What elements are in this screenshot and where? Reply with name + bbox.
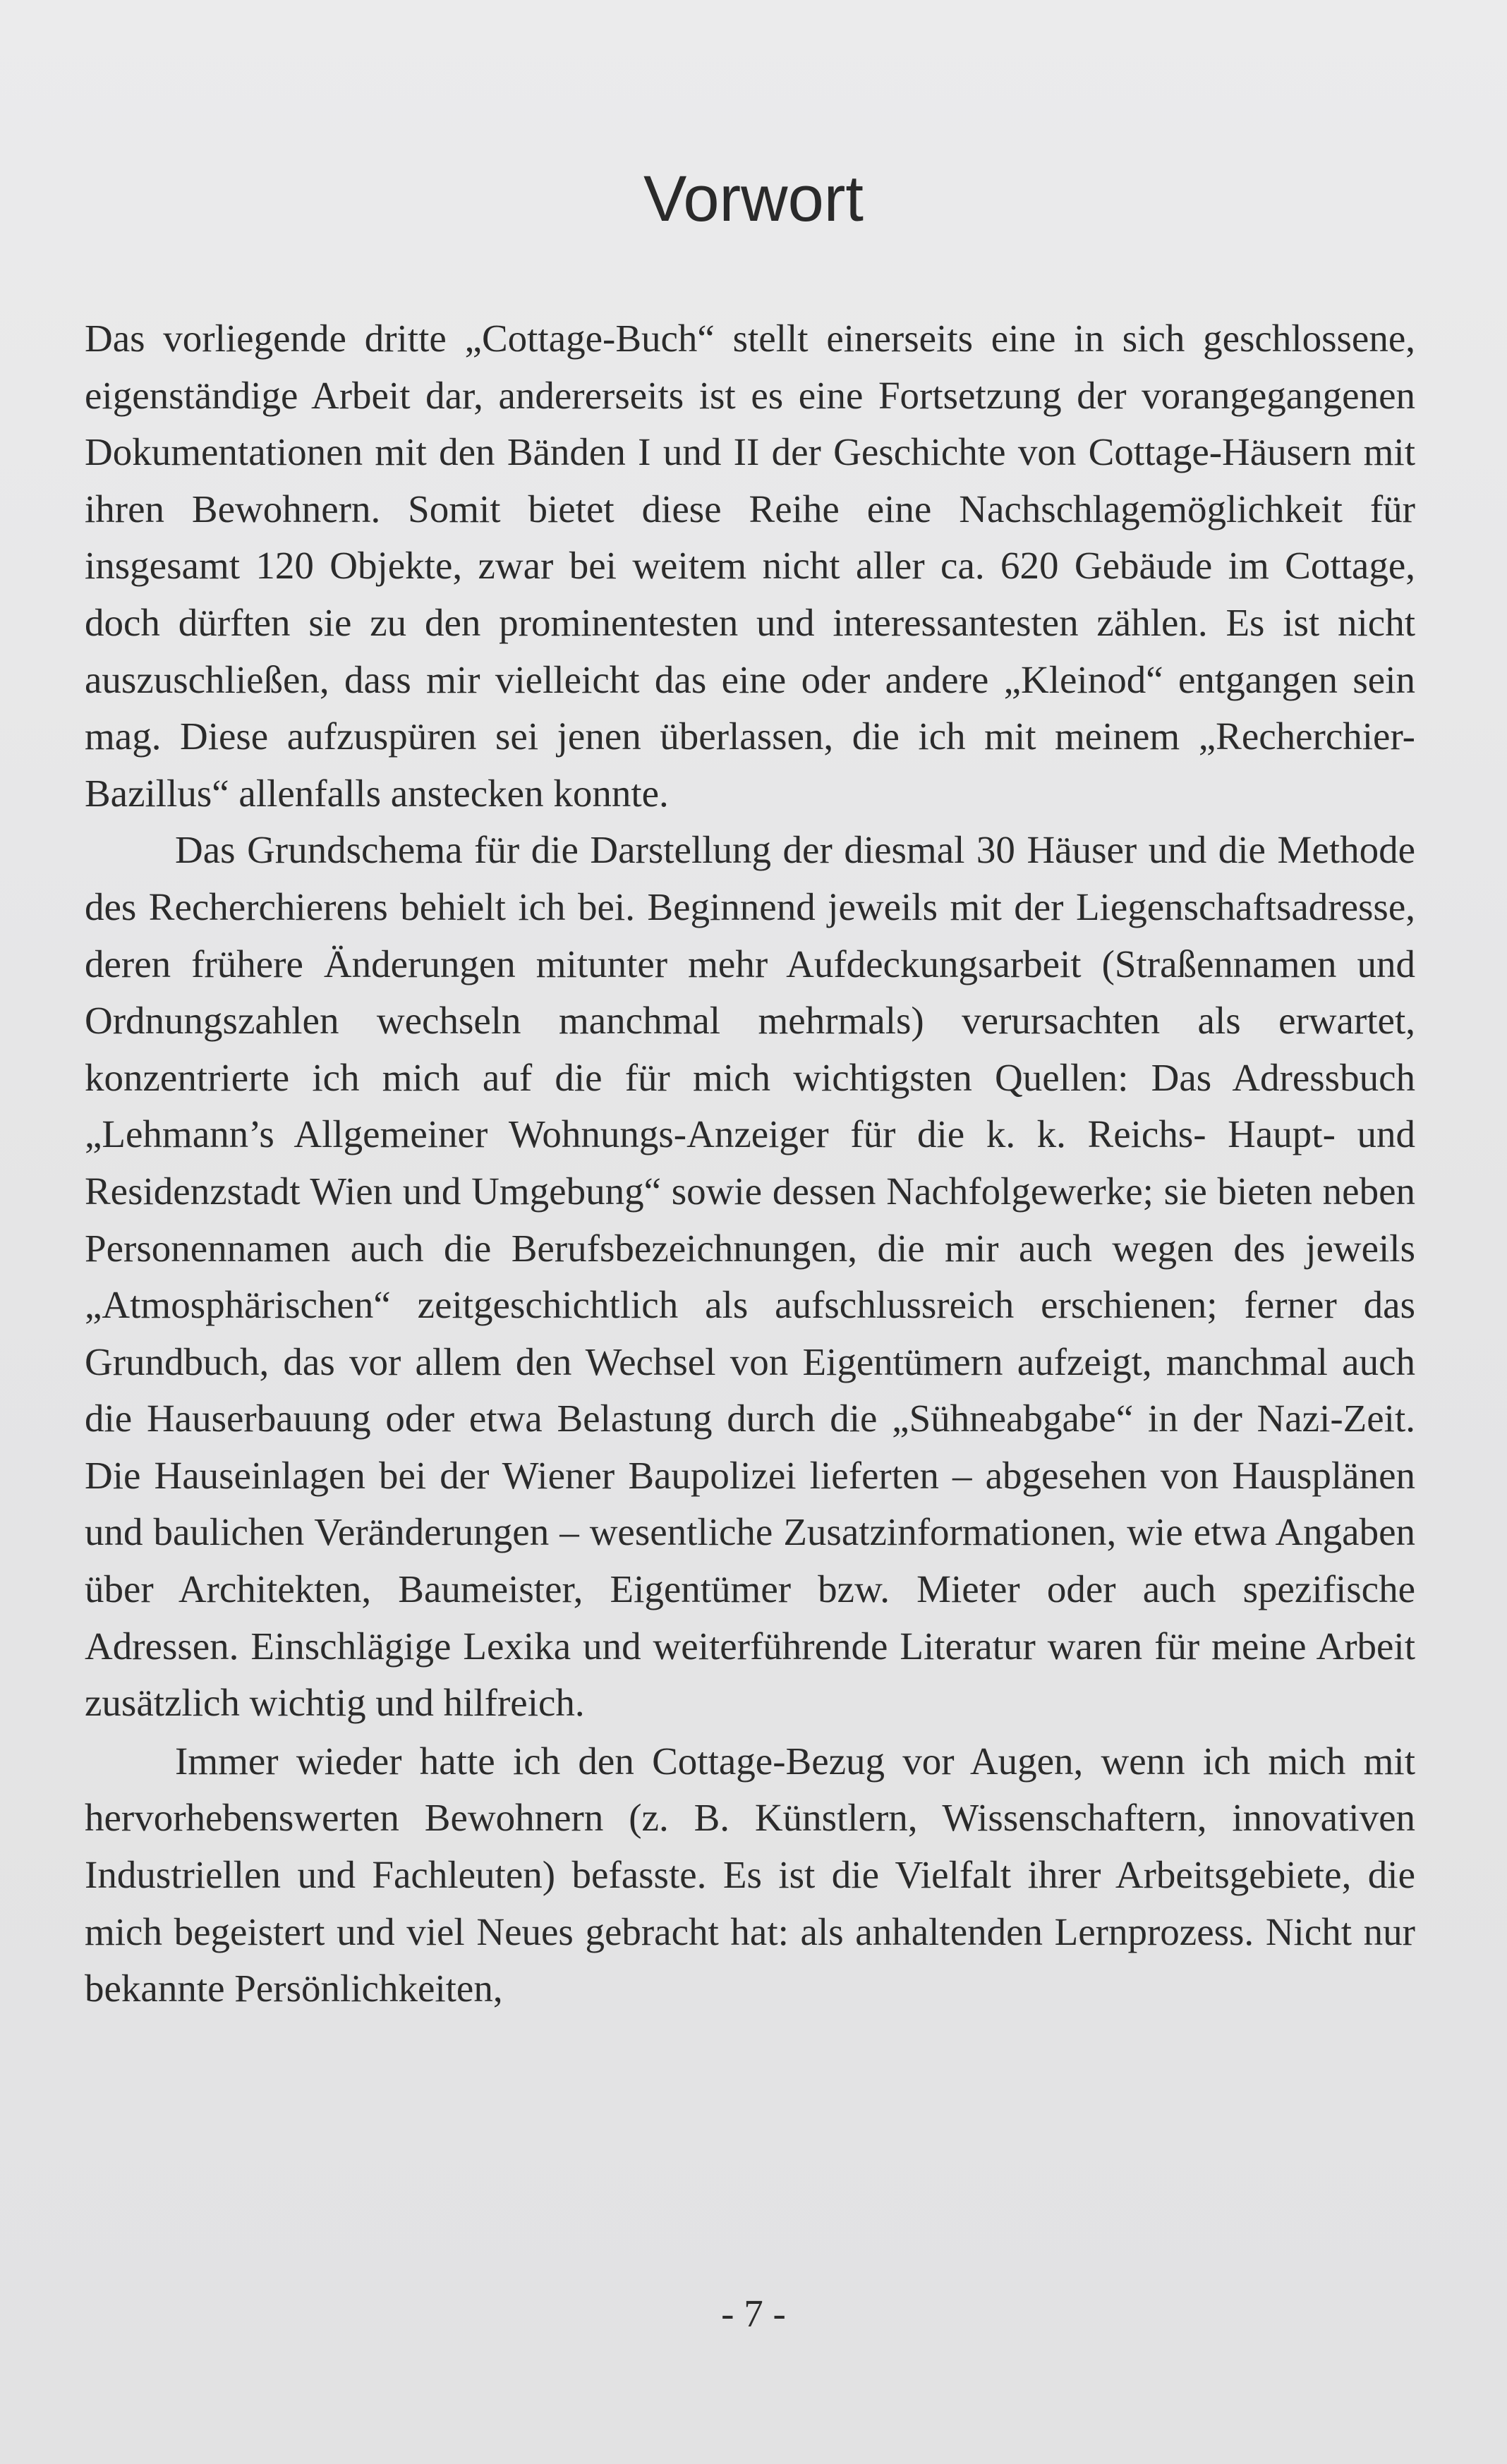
body-text — [85, 310, 1415, 2017]
paragraph-1: Das vorliegende dritte „Cottage-Buch“ stellt einerseits eine in sich geschlossene, eigenständige Arbeit dar, andererseits ist es eine Fortsetzung der vorangegangenen Dokumentationen mit den Bänden I und II der Geschichte von Cottage-Häusern mit ihren Bewohnern. Somit bietet diese Reihe eine Nachschlagemöglichkeit für insgesamt 120 Objekte, zwar bei weitem nicht aller ca. 620 Gebäude im Cottage, doch dürften sie zu den prominentesten und interessantesten zählen. Es ist nicht auszuschließen, dass mir vielleicht das eine oder andere „Kleinod“ entgangen sein mag. Diese aufzuspüren sei jenen überlassen, die ich mit meinem „Recherchier-Bazillus“ allenfalls anstecken konnte. — [85, 317, 1415, 815]
paragraph-2: Das Grundschema für die Darstellung der diesmal 30 Häuser und die Methode des Recherchierens behielt ich bei. Beginnend jeweils mit der Liegenschaftsadresse, deren frühere Änderungen mitunter mehr Aufdeckungsarbeit (Straßennamen und Ordnungszahlen wechseln manchmal mehrmals) verursachten als erwartet, konzentrierte ich mich auf die für mich wichtigsten Quellen: Das Adressbuch „Lehmann’s Allgemeiner Wohnungs-Anzeiger für die k. k. Reichs- Haupt- und Residenzstadt Wien und Umgebung“ sowie dessen Nachfolgewerke; sie bieten neben Personennamen auch die Berufsbezeichnungen, die mir auch wegen des jeweils „Atmosphärischen“ zeitgeschichtlich als aufschlussreich erschienen; ferner das Grundbuch, das vor allem den Wechsel von Eigentümern aufzeigt, manchmal auch die Hauserbauung oder etwa Belastung durch die „Sühneabgabe“ in der Nazi-Zeit. Die Hauseinlagen bei der Wiener Baupolizei lieferten – abgesehen von Hausplänen und baulichen Veränderungen – wesentliche Zusatzinformationen, wie etwa Angaben über Architekten, Baumeister, Eigentümer bzw. Mieter oder auch spezifische Adressen. Einschlägige Lexika und weiterführende Literatur waren für meine Arbeit zusätzlich wichtig und hilfreich. — [85, 828, 1415, 1725]
paragraph-3: Immer wieder hatte ich den Cottage-Bezug vor Augen, wenn ich mich mit hervorhebenswerten Bewohnern (z. B. Künstlern, Wissenschaftern, innovativen Industriellen und Fachleuten) befasste. Es ist die Vielfalt ihrer Arbeitsgebiete, die mich begeistert und viel Neues gebracht hat: als anhaltenden Lernprozess. Nicht nur bekannte Persönlichkeiten, — [85, 1739, 1415, 2010]
page-title: Vorwort — [643, 163, 864, 235]
page-number: - 7 - — [721, 2292, 786, 2335]
